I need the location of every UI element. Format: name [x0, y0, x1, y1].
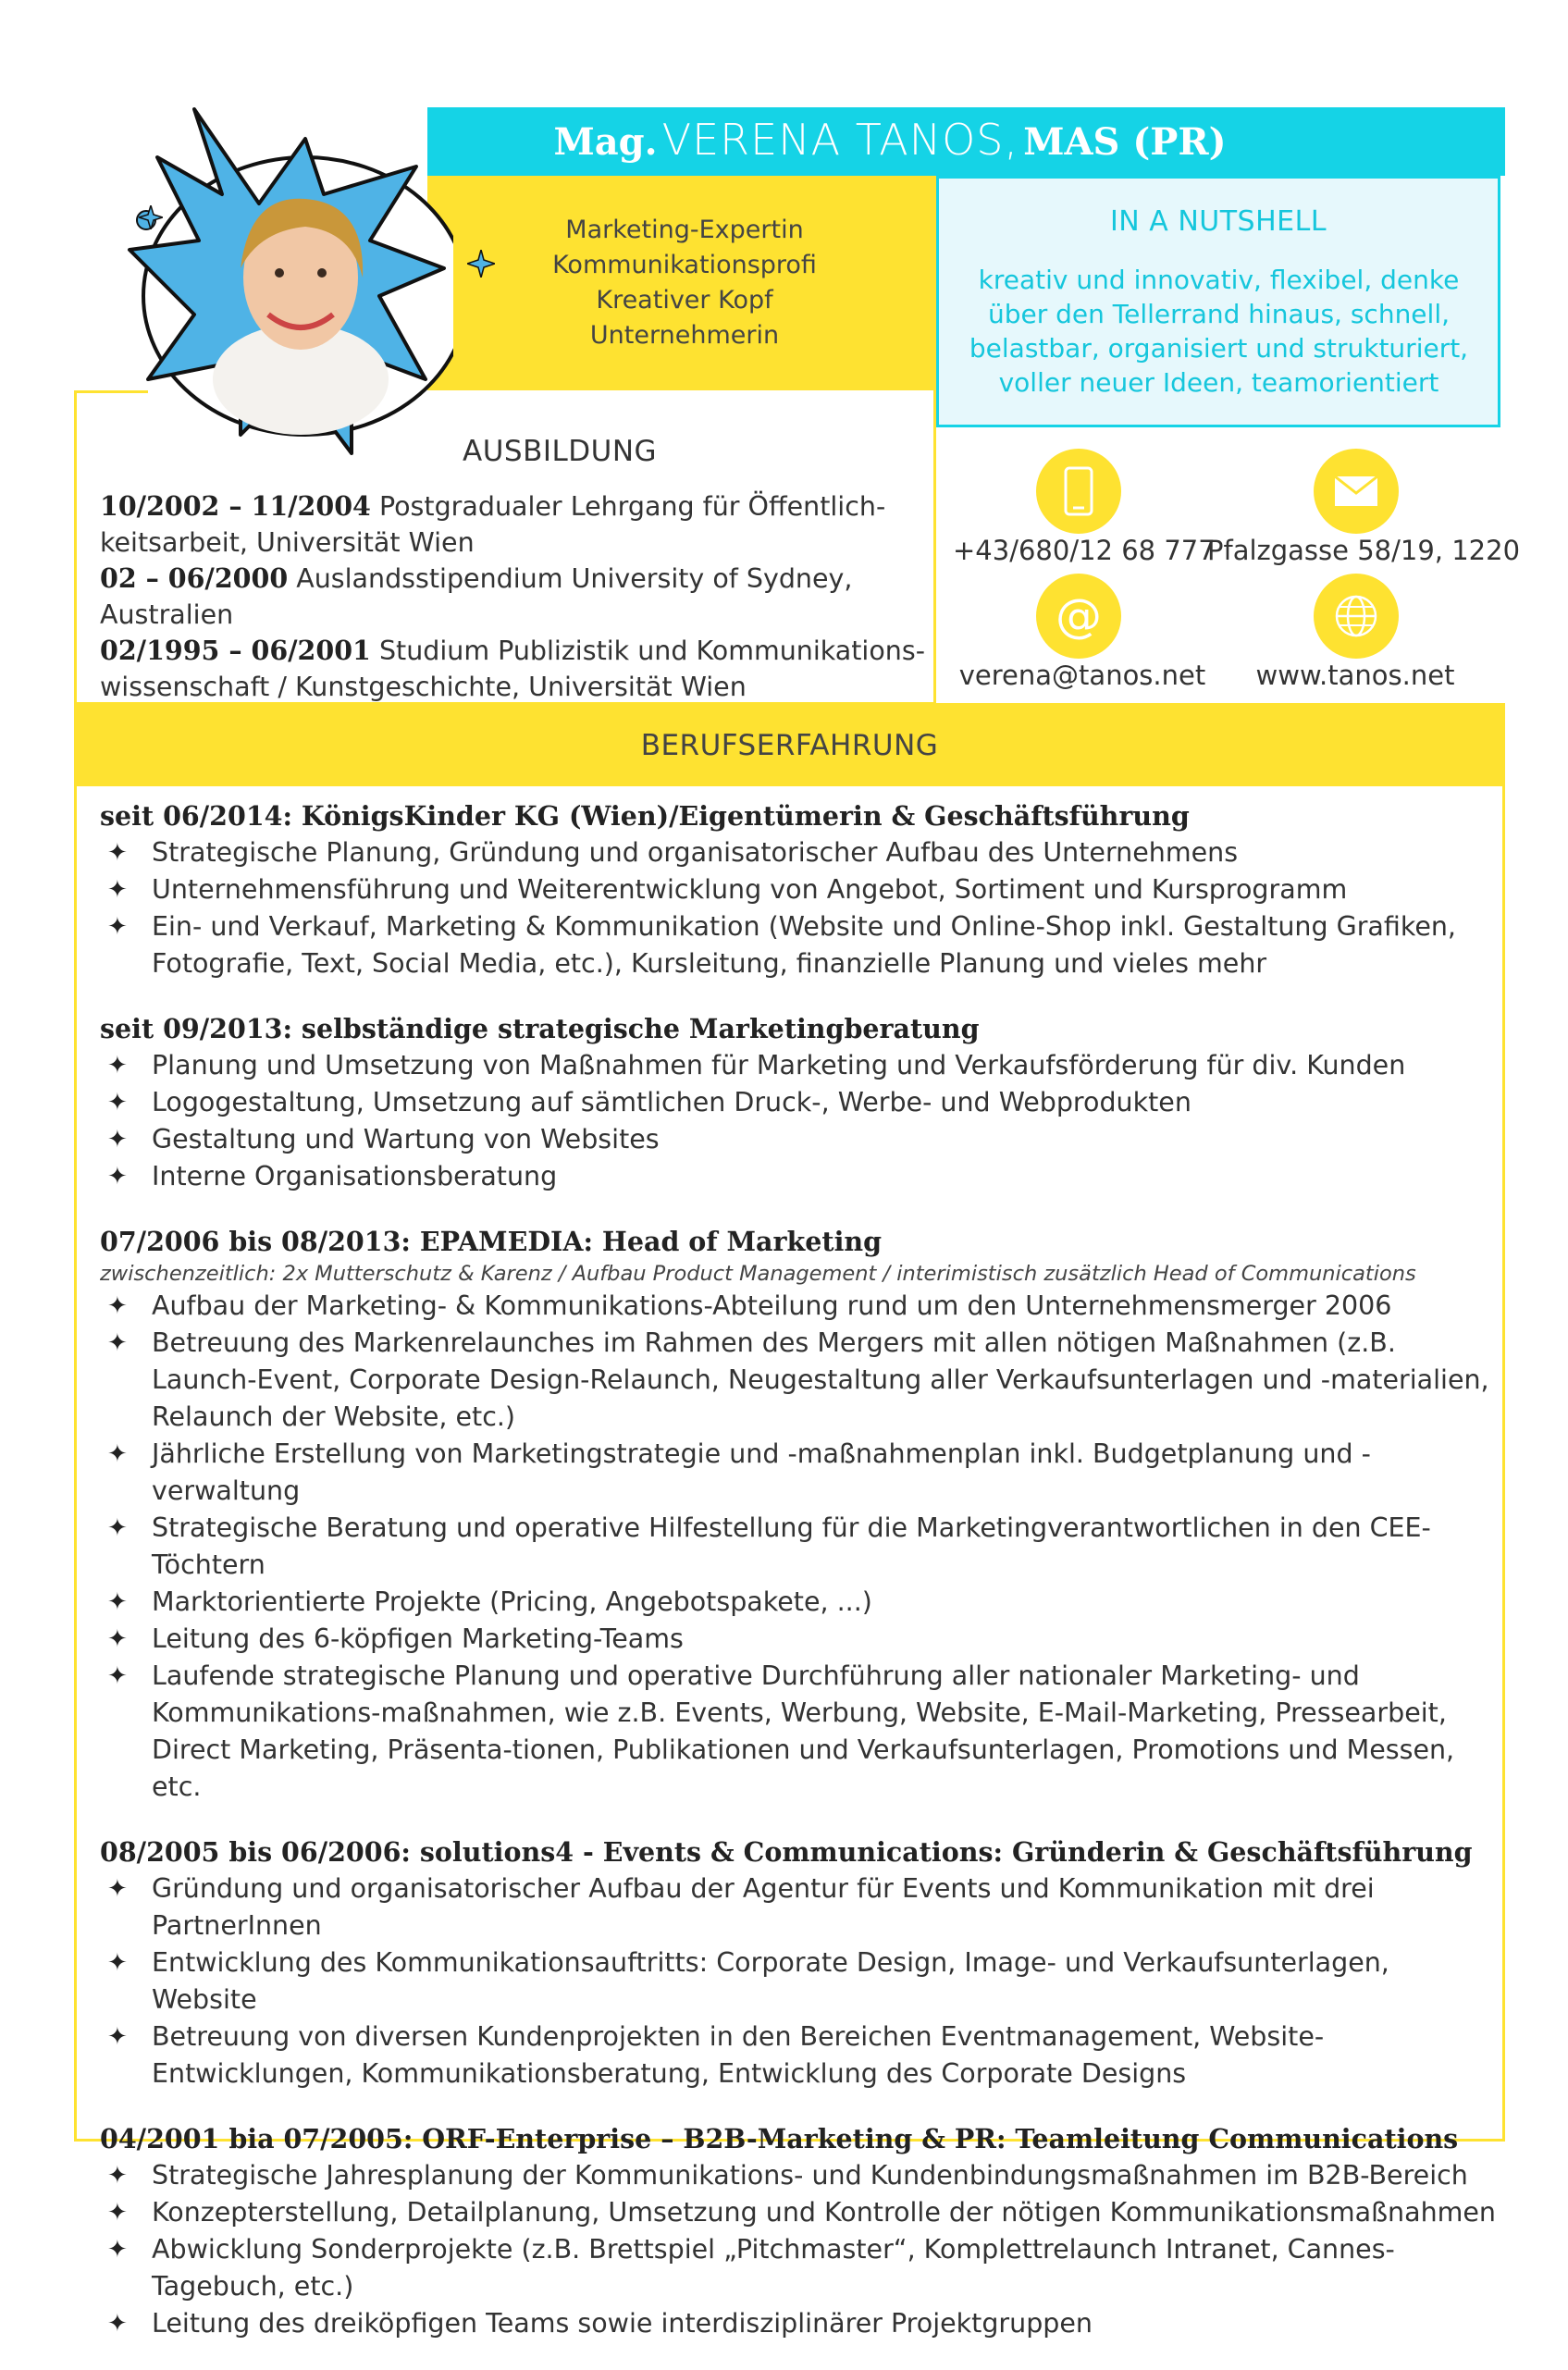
address-text: Pfalzgasse 58/19, 1220 — [1207, 535, 1521, 566]
list-item: ✦ Entwicklung des Kommunikationsauftritts: Corporate Design, Image- und Verkaufsunterlagen, Website — [100, 1944, 1497, 2018]
mail-icon — [1314, 449, 1399, 534]
star-bullet-icon: ✦ — [107, 2236, 128, 2264]
list-item: ✦ Logogestaltung, Umsetzung auf sämtlichen Druck-, Werbe- und Webprodukten — [100, 1084, 1497, 1121]
sparkle-icon — [139, 205, 163, 229]
list-item: ✦ Gründung und organisatorischer Aufbau der Agentur für Events und Kommunikation mit drei PartnerInnen — [100, 1870, 1497, 1944]
job-title: seit 06/2014: KönigsKinder KG (Wien)/Eigentümerin & Geschäftsführung — [100, 800, 1190, 832]
website-link[interactable]: www.tanos.net — [1255, 660, 1455, 691]
star-bullet-icon: ✦ — [107, 1875, 128, 1903]
nutshell-title: IN A NUTSHELL — [1109, 205, 1327, 238]
globe-icon — [1314, 574, 1399, 659]
job-subtitle: zwischenzeitlich: 2x Mutterschutz & Karenz / Aufbau Product Management / interimistisch zusätzlich Head of Communications — [100, 1262, 1416, 1286]
list-item: ✦ Jährliche Erstellung von Marketingstrategie und -maßnahmenplan inkl. Budgetplanung und -verwaltung — [100, 1436, 1497, 1510]
list-item: ✦ Leitung des 6-köpfigen Marketing-Teams — [100, 1621, 1497, 1658]
list-item: ✦ Interne Organisationsberatung — [100, 1158, 1497, 1195]
jobs-list — [100, 797, 1497, 2370]
list-item: ✦ Leitung des dreiköpfigen Teams sowie interdisziplinärer Projektgruppen — [100, 2305, 1497, 2342]
role-item: Kommunikationsprofi — [552, 251, 817, 279]
list-item: ✦ Ein- und Verkauf, Marketing & Kommunikation (Website und Online-Shop inkl. Gestaltung Grafiken, Fotografie, Text, Social Media, etc.), Kursleitung, finanzielle Planung und vieles mehr — [100, 908, 1497, 982]
role-item: Kreativer Kopf — [596, 286, 773, 315]
star-bullet-icon: ✦ — [107, 1163, 128, 1191]
list-item: ✦ Strategische Beratung und operative Hilfestellung für die Marketingverantwortlichen in den CEE-Töchtern — [100, 1510, 1497, 1584]
star-bullet-icon: ✦ — [107, 1588, 128, 1616]
phone-icon — [1036, 449, 1121, 534]
list-item: ✦ Unternehmensführung und Weiterentwicklung von Angebot, Sortiment und Kursprogramm — [100, 871, 1497, 908]
star-bullet-icon: ✦ — [107, 2162, 128, 2190]
job-title: seit 09/2013: selbständige strategische Marketingberatung — [100, 1013, 980, 1044]
job-entry — [100, 1010, 1497, 1195]
name-prefix: Mag. — [553, 120, 658, 164]
star-bullet-icon: ✦ — [107, 1440, 128, 1468]
star-bullet-icon: ✦ — [107, 876, 128, 904]
job-title: 08/2005 bis 06/2006: solutions4 - Events & Communications: Gründerin & Geschäftsführung — [100, 1836, 1473, 1868]
role-item: Unternehmerin — [589, 321, 780, 350]
star-bullet-icon: ✦ — [107, 2199, 128, 2227]
education-item: 10/2002 – 11/2004 Postgradualer Lehrgang für Öffentlich- — [100, 490, 886, 522]
list-item: ✦ Gestaltung und Wartung von Websites — [100, 1121, 1497, 1158]
name-main: VERENA TANOS, — [661, 115, 1019, 165]
list-item: ✦ Betreuung des Markenrelaunches im Rahmen des Mergers mit allen nötigen Maßnahmen (z.B. Launch-Event, Corporate Design-Relaunch, Neugestaltung aller Verkaufsunterlagen und -materialien, Relaunch der Website, etc.) — [100, 1325, 1497, 1436]
star-bullet-icon: ✦ — [107, 1949, 128, 1977]
education-item-cont: keitsarbeit, Universität Wien — [100, 526, 475, 558]
job-entry — [100, 1833, 1497, 2092]
list-item: ✦ Planung und Umsetzung von Maßnahmen für Marketing und Verkaufsförderung für div. Kunden — [100, 1047, 1497, 1084]
job-entry — [100, 2120, 1497, 2342]
star-bullet-icon: ✦ — [107, 1089, 128, 1117]
list-item: ✦ Betreuung von diversen Kundenprojekten in den Bereichen Eventmanagement, Website-Entwicklungen, Kommunikationsberatung, Entwicklung des Corporate Designs — [100, 2018, 1497, 2092]
education-item-cont: wissenschaft / Kunstgeschichte, Universität Wien — [100, 671, 747, 702]
at-icon: @ — [1036, 574, 1121, 659]
list-item: ✦ Aufbau der Marketing- & Kommunikations-Abteilung rund um den Unternehmensmerger 2006 — [100, 1288, 1497, 1325]
education-item: 02/1995 – 06/2001 Studium Publizistik und Kommunikations- — [100, 635, 925, 666]
sparkle-icon — [467, 250, 495, 278]
star-bullet-icon: ✦ — [107, 1625, 128, 1653]
star-bullet-icon: ✦ — [107, 1662, 128, 1690]
star-bullet-icon: ✦ — [107, 1329, 128, 1357]
page-title — [427, 115, 1352, 165]
education-item: 02 – 06/2000 Auslandsstipendium University of Sydney, Australien — [100, 562, 853, 630]
star-bullet-icon: ✦ — [107, 839, 128, 867]
portrait-starburst — [120, 102, 453, 472]
job-entry — [100, 797, 1497, 982]
roles-list — [481, 213, 888, 353]
email-link[interactable]: verena@tanos.net — [958, 660, 1206, 691]
star-bullet-icon: ✦ — [107, 1126, 128, 1154]
education-title: AUSBILDUNG — [463, 435, 658, 468]
star-bullet-icon: ✦ — [107, 1052, 128, 1080]
list-item: ✦ Laufende strategische Planung und operative Durchführung aller nationaler Marketing- und Kommunikations-maßnahmen, wie z.B. Events, Werbung, Website, E-Mail-Marketing, Pressearbeit, Direct Marketing, Präsenta-tionen, Publikationen und Verkaufsunterlagen, Promotions und Messen, etc. — [100, 1658, 1497, 1806]
education-list — [100, 488, 932, 705]
name-suffix: MAS (PR) — [1023, 120, 1227, 164]
star-bullet-icon: ✦ — [107, 1292, 128, 1320]
list-item: ✦ Abwicklung Sonderprojekte (z.B. Brettspiel „Pitchmaster“, Komplettrelaunch Intranet, Cannes-Tagebuch, etc.) — [100, 2231, 1497, 2305]
experience-title: BERUFSERFAHRUNG — [640, 729, 939, 762]
job-title: 04/2001 bia 07/2005: ORF-Enterprise – B2B-Marketing & PR: Teamleitung Communications — [100, 2123, 1459, 2154]
contact-divider — [933, 427, 936, 705]
star-bullet-icon: ✦ — [107, 2310, 128, 2338]
nutshell-text: kreativ und innovativ, flexibel, denke über den Tellerrand hinaus, schnell, belastbar, organisiert und strukturiert, voller neuer Ideen, teamorientiert — [969, 265, 1469, 398]
star-bullet-icon: ✦ — [107, 2023, 128, 2051]
list-item: ✦ Marktorientierte Projekte (Pricing, Angebotspakete, ...) — [100, 1584, 1497, 1621]
phone-text: +43/680/12 68 777 — [953, 535, 1216, 566]
list-item: ✦ Konzepterstellung, Detailplanung, Umsetzung und Kontrolle der nötigen Kommunikationsmaßnahmen — [100, 2194, 1497, 2231]
star-bullet-icon: ✦ — [107, 913, 128, 941]
list-item: ✦ Strategische Jahresplanung der Kommunikations- und Kundenbindungsmaßnahmen im B2B-Bereich — [100, 2157, 1497, 2194]
job-entry — [100, 1223, 1497, 1806]
role-item: Marketing-Expertin — [565, 216, 804, 244]
star-bullet-icon: ✦ — [107, 1514, 128, 1542]
list-item: ✦ Strategische Planung, Gründung und organisatorischer Aufbau des Unternehmens — [100, 834, 1497, 871]
job-title: 07/2006 bis 08/2013: EPAMEDIA: Head of Marketing — [100, 1226, 883, 1257]
